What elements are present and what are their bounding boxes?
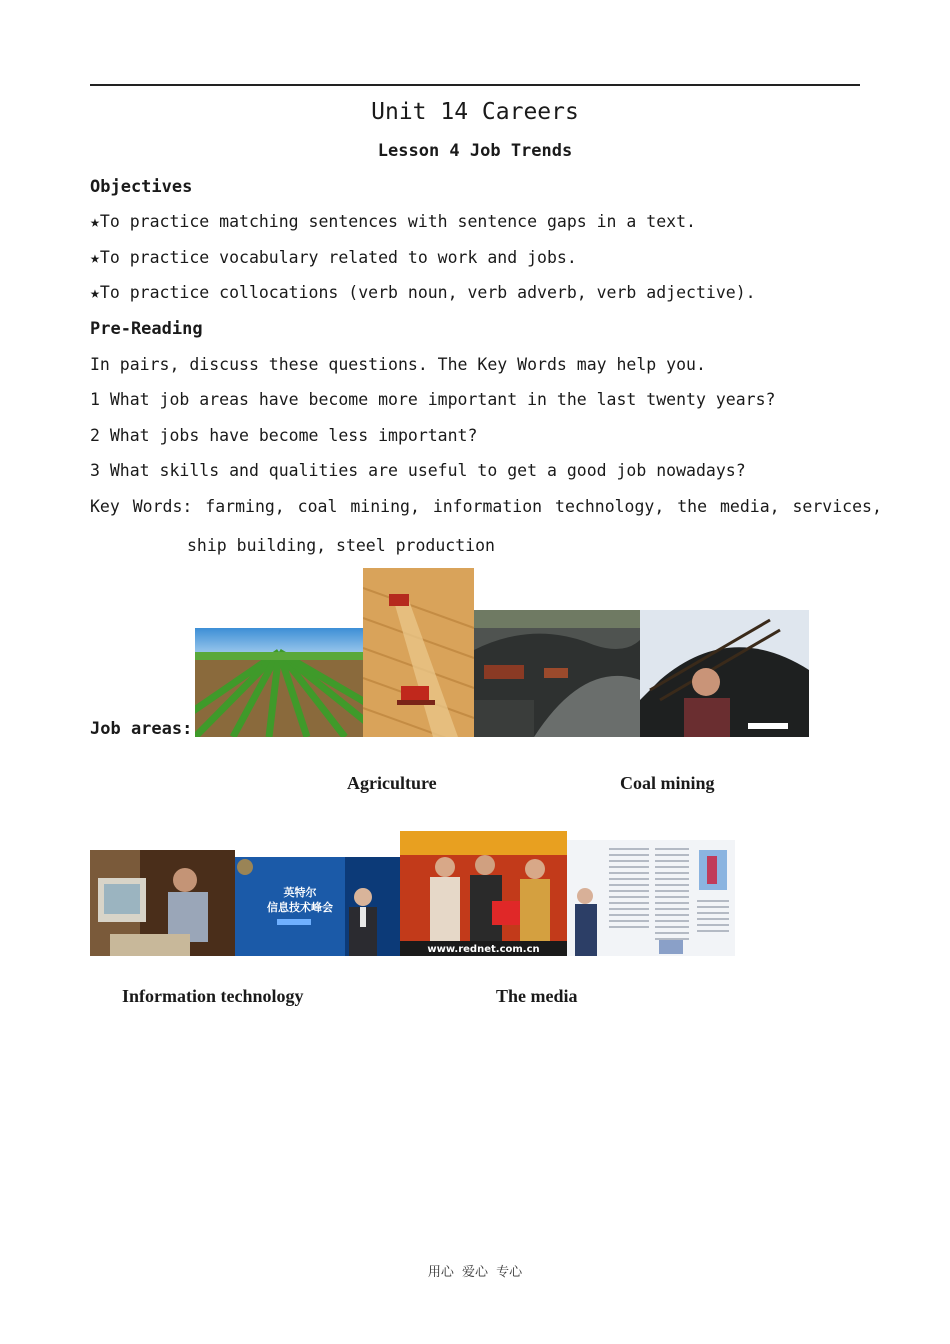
pre-reading-intro: In pairs, discuss these questions. The Key Words may help you. (90, 355, 706, 374)
question-item: 1 What job areas have become more important in the last twenty years? (90, 390, 776, 409)
the-media-caption: The media (496, 986, 578, 1006)
lesson-subtitle: Lesson 4 Job Trends (377, 141, 573, 161)
page-footer: 用心 爱心 专心 (427, 1265, 523, 1280)
header-rule (90, 84, 860, 86)
pre-reading-heading: Pre-Reading (90, 319, 203, 339)
coal-worker-photo (640, 610, 809, 737)
magazine-page-photo (567, 840, 735, 956)
objective-item: ★To practice matching sentences with sentence gaps in a text. (90, 212, 696, 231)
objective-item: ★To practice vocabulary related to work and jobs. (90, 248, 577, 267)
job-areas-label: Job areas: (90, 719, 193, 739)
coal-yard-photo (474, 610, 640, 737)
objectives-heading: Objectives (90, 177, 193, 197)
media-event-photo (400, 831, 567, 956)
information-technology-caption: Information technology (122, 986, 304, 1006)
key-words-line: Key Words: farming, coal mining, information technology, the media, services, (90, 497, 882, 516)
harvester-photo (363, 568, 474, 737)
crop-field-photo (195, 628, 363, 737)
computer-user-photo (90, 850, 235, 956)
objective-item: ★To practice collocations (verb noun, verb adverb, verb adjective). (90, 283, 756, 302)
question-item: 3 What skills and qualities are useful to get a good job nowadays? (90, 461, 746, 480)
coal-mining-caption: Coal mining (620, 773, 715, 793)
agriculture-caption: Agriculture (347, 773, 437, 793)
it-summit-banner-line1: 英特尔 (283, 886, 317, 899)
key-words-line-continued: ship building, steel production (187, 536, 495, 555)
question-item: 2 What jobs have become less important? (90, 426, 478, 445)
page-title: Unit 14 Careers (371, 99, 579, 125)
it-summit-photo (235, 857, 400, 956)
it-summit-banner-line2: 信息技术峰会 (267, 901, 333, 914)
media-watermark: www.rednet.com.cn (427, 944, 540, 955)
